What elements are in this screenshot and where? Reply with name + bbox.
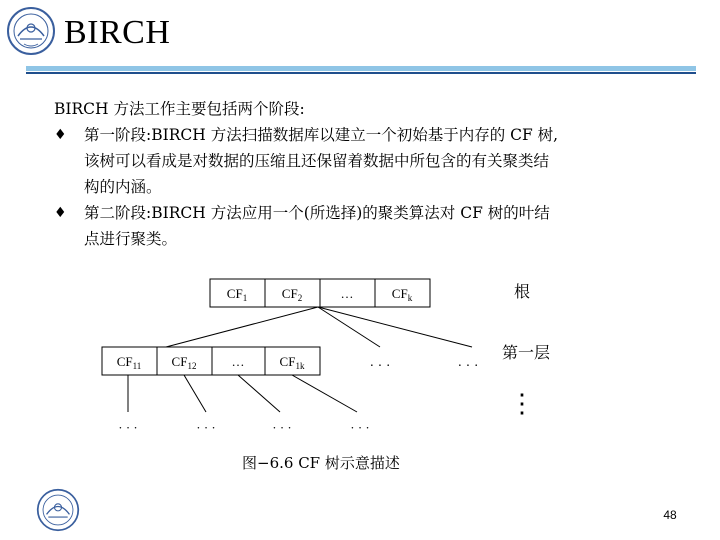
level2-ellipsis: · · · xyxy=(272,420,292,435)
edge-to-ellipsis xyxy=(318,307,472,347)
level1-cell-ellipsis: … xyxy=(231,354,245,369)
level2-ellipsis: · · · xyxy=(118,420,138,435)
edge-to-level1-node xyxy=(166,307,318,347)
root-cell-cfk: $CF_k$ xyxy=(391,286,413,303)
level1-cell-cf12: $CF_{12}$ xyxy=(171,354,197,371)
level1-node xyxy=(102,347,320,375)
slide-title: BIRCH xyxy=(64,14,171,51)
page-number: 48 xyxy=(663,508,677,522)
bullet-text-line: 第二阶段:BIRCH 方法应用一个(所选择)的聚类算法对 CF 树的叶结 xyxy=(84,204,550,222)
root-edges xyxy=(166,307,472,347)
edge-to-level2 xyxy=(184,375,206,412)
level1-cell-cf11: $CF_{11}$ xyxy=(116,354,142,371)
level1-edges xyxy=(128,375,357,412)
vertical-ellipsis: ⋮ xyxy=(509,389,535,418)
level1-label: 第一层 xyxy=(502,345,551,362)
edge-to-ellipsis xyxy=(318,307,380,347)
diamond-bullet-icon: ♦ xyxy=(54,127,67,143)
level2-ellipsis: · · · xyxy=(196,420,216,435)
root-cell-cf2: $CF_2$ xyxy=(281,286,303,303)
edge-to-level2 xyxy=(238,375,280,412)
bullet-text-line: 点进行聚类。 xyxy=(84,230,178,248)
bullet-text-line: 该树可以看成是对数据的压缩且还保留着数据中所包含的有关聚类结 xyxy=(84,152,550,170)
root-label: 根 xyxy=(514,284,531,301)
root-node xyxy=(210,279,430,307)
edge-to-level2 xyxy=(292,375,357,412)
diamond-bullet-icon: ♦ xyxy=(54,205,67,221)
bullet-text-line: 构的内涵。 xyxy=(84,178,162,196)
level1-cell-cf1k: $CF_{1k}$ xyxy=(279,354,305,371)
university-seal-logo-footer xyxy=(36,488,80,532)
figure-caption: 图−6.6 CF 树示意描述 xyxy=(242,454,400,472)
root-cell-cf1: $CF_1$ xyxy=(226,286,248,303)
intro-text: BIRCH 方法工作主要包括两个阶段: xyxy=(54,100,305,118)
level2-ellipsis: · · · xyxy=(350,420,370,435)
sibling-ellipsis: · · · xyxy=(457,359,479,374)
sibling-ellipsis: · · · xyxy=(369,359,391,374)
root-cell-ellipsis: … xyxy=(340,286,354,301)
bullet-text-line: 第一阶段:BIRCH 方法扫描数据库以建立一个初始基于内存的 CF 树, xyxy=(84,126,559,144)
